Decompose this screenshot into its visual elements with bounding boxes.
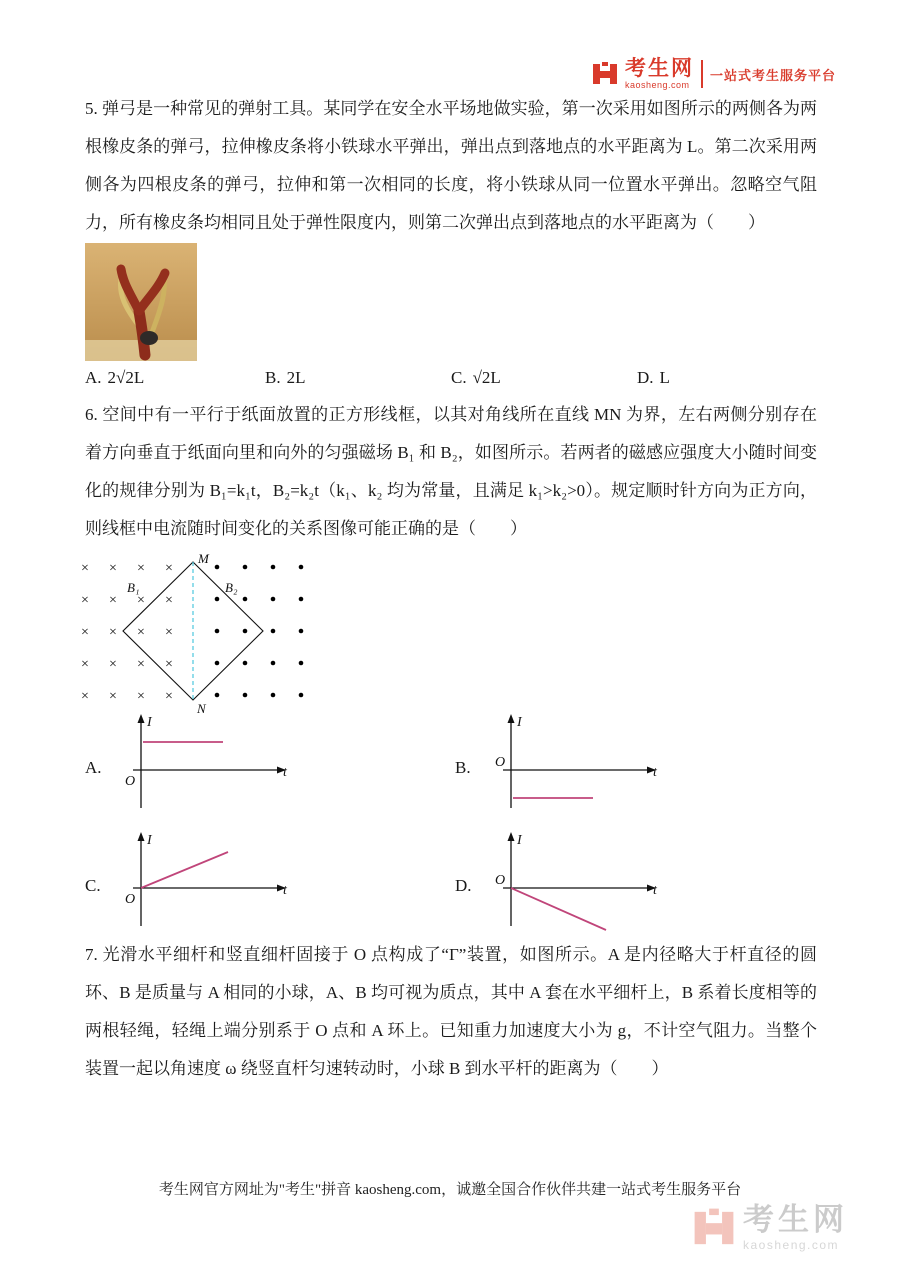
logo-divider xyxy=(701,60,703,88)
brand-tagline: 一站式考生服务平台 xyxy=(709,67,836,83)
svg-text:×: × xyxy=(109,593,117,608)
graph-b-label: B. xyxy=(455,758,471,777)
graph-d-origin: O xyxy=(495,873,506,888)
q5-option-c-label: C. xyxy=(451,368,467,387)
graph-option-c xyxy=(85,830,300,940)
svg-text:×: × xyxy=(109,657,117,672)
svg-text:×: × xyxy=(81,561,89,576)
watermark-brand: 考生网 xyxy=(743,1202,848,1237)
q5-option-b-label: B. xyxy=(265,368,281,387)
graph-d-label: D. xyxy=(455,876,472,895)
watermark-text-block xyxy=(743,1204,848,1252)
watermark xyxy=(693,1204,848,1252)
svg-text:×: × xyxy=(165,561,173,576)
graph-a-plot xyxy=(111,712,296,822)
graph-c-ylabel: I xyxy=(147,833,152,848)
q5-option-b-value: 2L xyxy=(286,368,306,387)
graph-a-ylabel: I xyxy=(147,715,152,730)
svg-text:×: × xyxy=(137,689,145,704)
graph-option-d xyxy=(455,830,670,940)
svg-text:×: × xyxy=(137,561,145,576)
graph-b-origin: O xyxy=(495,755,506,770)
label-b1: B₁ xyxy=(127,580,140,595)
graph-d-ylabel: I xyxy=(517,833,522,848)
watermark-domain: kaosheng.com xyxy=(743,1238,840,1252)
label-m: M xyxy=(198,551,209,566)
q5-option-b xyxy=(265,368,305,388)
svg-text:×: × xyxy=(165,689,173,704)
graph-a-xlabel: t xyxy=(283,765,287,780)
q5-option-d xyxy=(637,368,670,388)
question-5-text: 5. 弹弓是一种常见的弹射工具。某同学在安全水平场地做实验，第一次采用如图所示的两侧各为两根橡皮条的弹弓，拉伸橡皮条将小铁球水平弹出，弹出点到落地点的水平距离为 L。第二次采用两侧各为四根皮条的弹弓，拉伸和第一次相同的长度，将小铁球从同一位置水平弹出。忽略空气阻力，所有橡皮条均相同且处于弹性限度内，则第二次弹出点到落地点的水平距离为（ ） xyxy=(85,99,817,232)
svg-text:×: × xyxy=(81,689,89,704)
label-b2: B₂ xyxy=(225,580,238,595)
question-7-text: 7. 光滑水平细杆和竖直细杆固接于 O 点构成了“Γ”装置，如图所示。A 是内径略大于杆直径的圆环、B 是质量与 A 相同的小球，A、B 均可视为质点，其中 A 套在水平细杆上，B 系着长度相等的两根轻绳，轻绳上端分别系于 O 点和 A 环上。已知重力加速度大小为 g，不计空气阻力。当整个装置一起以角速度 ω 绕竖直杆匀速转动时，小球 B 到水平杆的距离为（ ） xyxy=(85,945,817,1078)
magnetic-field-diagram xyxy=(75,550,315,718)
brand-block xyxy=(625,58,694,90)
slingshot-photo xyxy=(85,243,197,361)
graph-d-plot xyxy=(481,830,666,940)
q5-option-c xyxy=(451,368,501,388)
question-6-text: 6. 空间中有一平行于纸面放置的正方形线框，以其对角线所在直线 MN 为界，左右两侧分别存在着方向垂直于纸面向里和向外的匀强磁场 B₁ 和 B₂，如图所示。若两者的磁感应强度大小随时间变化的规律分别为 B₁=k₁t，B₂=k₂t（k₁、k₂ 均为常量，且满足 k₁>k₂>0）。规定顺时针方向为正方向，则线框中电流随时间变化的关系图像可能正确的是（ ） xyxy=(85,405,817,538)
brand-domain: kaosheng.com xyxy=(624,80,690,90)
watermark-logo-icon xyxy=(693,1207,735,1249)
svg-text:×: × xyxy=(109,561,117,576)
graph-b-plot xyxy=(481,712,666,822)
brand-name: 考生网 xyxy=(624,57,694,80)
footer-text: 考生网官方网址为"考生"拼音 kaosheng.com，诚邀全国合作伙伴共建一站式考生服务平台 xyxy=(158,1182,742,1198)
graph-b-xlabel: t xyxy=(653,765,657,780)
svg-text:×: × xyxy=(137,657,145,672)
graph-a-label: A. xyxy=(85,758,102,777)
svg-text:×: × xyxy=(109,689,117,704)
graph-c-label: C. xyxy=(85,876,101,895)
svg-text:×: × xyxy=(165,593,173,608)
svg-text:×: × xyxy=(109,625,117,640)
graph-c-origin: O xyxy=(125,892,136,907)
q5-option-a xyxy=(85,368,144,388)
graph-option-a xyxy=(85,712,300,822)
svg-text:×: × xyxy=(81,625,89,640)
q5-option-a-value: 2√2L xyxy=(107,368,145,387)
graph-b-ylabel: I xyxy=(517,715,522,730)
label-n: N xyxy=(197,701,206,716)
q5-option-d-value: L xyxy=(659,368,670,387)
kaosheng-logo-icon xyxy=(592,61,618,87)
graph-option-b xyxy=(455,712,670,822)
svg-text:×: × xyxy=(81,593,89,608)
header-logo xyxy=(592,58,836,90)
graph-d-xlabel: t xyxy=(653,883,657,898)
svg-text:×: × xyxy=(165,625,173,640)
svg-text:×: × xyxy=(137,593,145,608)
q5-option-d-label: D. xyxy=(637,368,654,387)
graph-c-xlabel: t xyxy=(283,883,287,898)
graph-c-plot xyxy=(111,830,296,940)
svg-text:×: × xyxy=(137,625,145,640)
q5-options xyxy=(85,368,817,398)
svg-text:×: × xyxy=(81,657,89,672)
q5-option-c-value: √2L xyxy=(472,368,501,387)
graph-a-origin: O xyxy=(125,774,136,789)
q5-option-a-label: A. xyxy=(85,368,102,387)
svg-text:×: × xyxy=(165,657,173,672)
